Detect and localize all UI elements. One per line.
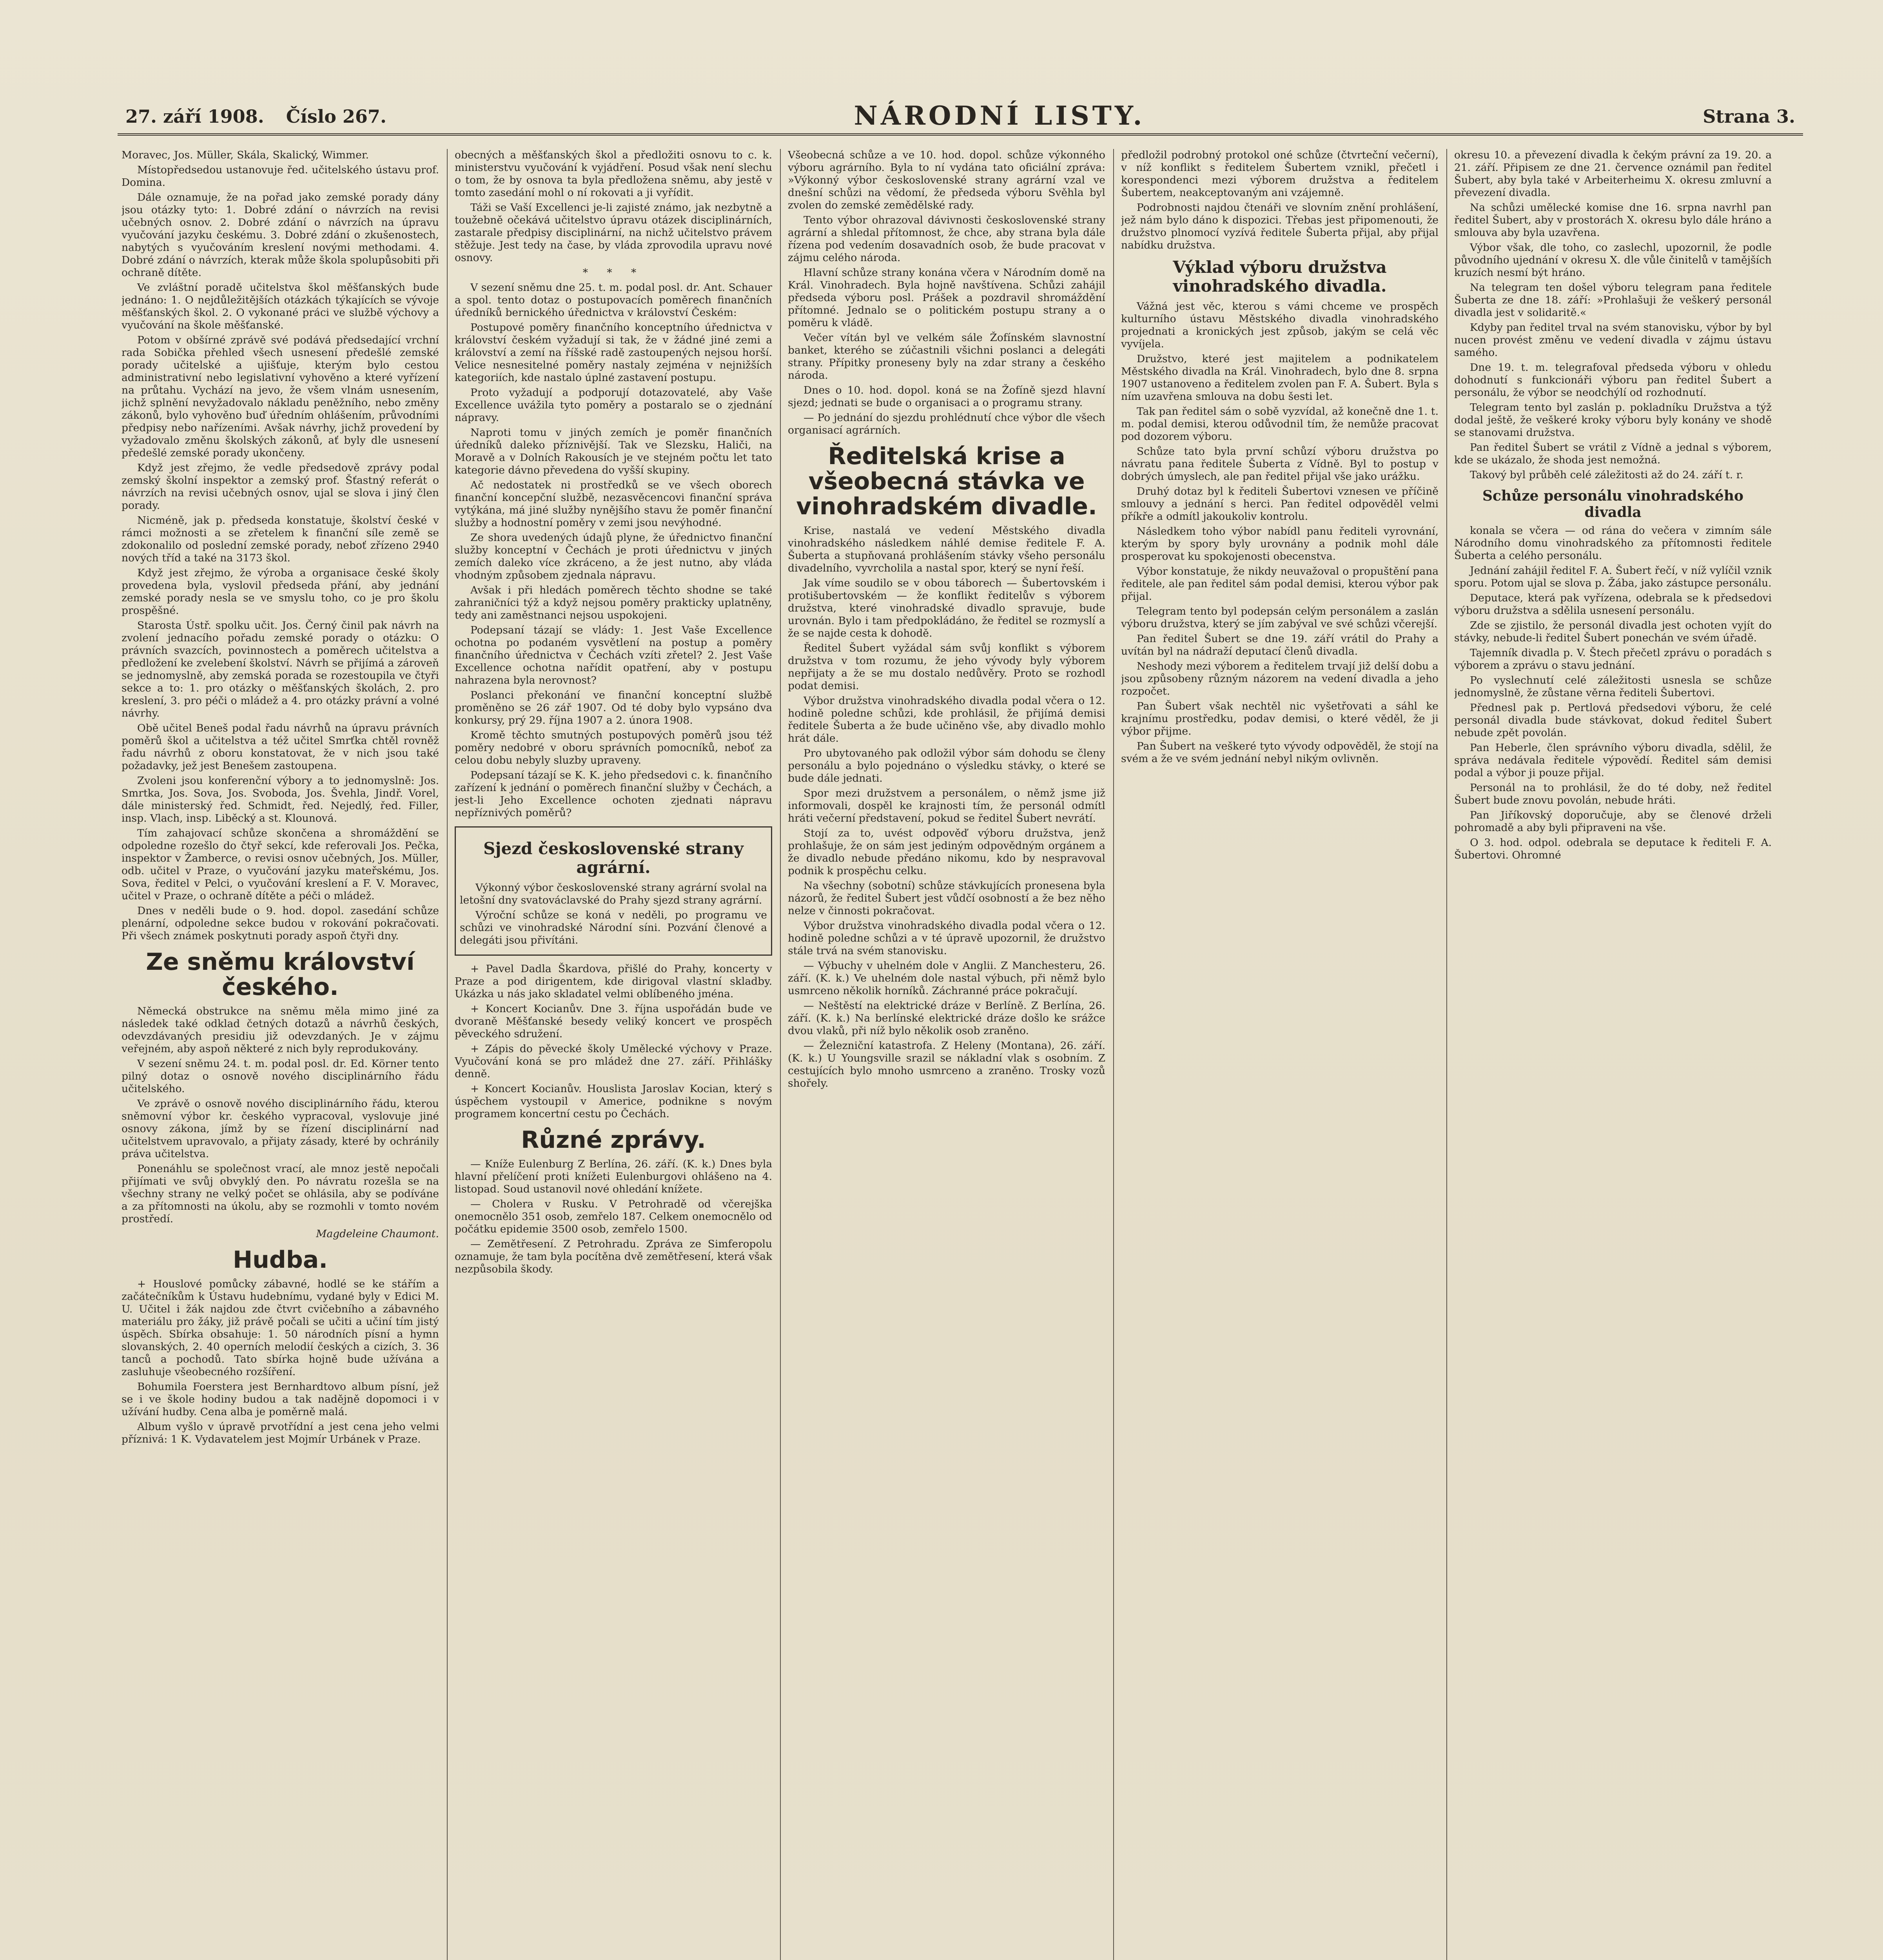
paragraph: Podrobnosti najdou čtenáři ve slovním znění prohlášení, jež nám bylo dáno k dispozici. Třebas jest připomenouti, že družstvo plnomocí vyzívá ředitele Šuberta přijal, aby přijal nabídku družstva. [1121,201,1439,251]
paragraph: — Železniční katastrofa. Z Heleny (Montana), 26. září. (K. k.) U Youngsville srazil se nákladní vlak s osobním. Z cestujících bylo mnoho usmrceno a zraněno. Trosky vozů shořely. [788,1040,1105,1089]
paragraph: Telegram tento byl podepsán celým personálem a zaslán výboru družstva, který se jím zabýval ve své schůzi včerejší. [1121,605,1439,630]
paragraph: Stojí za to, uvést odpověď výboru družstva, jenž prohlašuje, že on sám jest jediným odpovědným orgánem a že divadlo nebude předáno nikomu, kdo by nespravoval podnik k prospěchu celku. [788,827,1105,877]
issue-date: 27. září 1908. [125,106,264,127]
paragraph: Jak víme soudilo se v obou táborech — Šubertovském i protišubertovském — že konflikt ředitelův s výborem družstva, které vinohradské divadlo spravuje, bude urovnán. Bylo i tam předpokládáno, že ředitel se rozmyslí a že se najde cesta k dohodě. [788,577,1105,639]
paragraph: O 3. hod. odpol. odebrala se deputace k řediteli F. A. Šubertovi. Ohromné [1454,837,1772,861]
paragraph: Krise, nastalá ve vedení Městského divadla vinohradského následkem náhlé demise ředitele F. A. Šuberta a stupňovaná prohlášením stávky všeho personálu divadelního, vyvrcholila a nastal spor, který se nyní řeší. [788,524,1105,574]
paragraph: V sezení sněmu dne 25. t. m. podal posl. dr. Ant. Schauer a spol. tento dotaz o postupovacích poměrech finančních úředníků bernického úřednictva v království Českém: [455,281,772,319]
paragraph: — Kníže Eulenburg Z Berlína, 26. září. (K. k.) Dnes byla hlavní přelíčení proti knížeti Eulenburgovi ohlášeno na 4. listopad. Soud ustanovil nové ohledání knížete. [455,1158,772,1195]
paragraph: Nicméně, jak p. předseda konstatuje, školství české v rámci možnosti a se zřetelem k finanční síle země se zdokonalilo od poslední zemské porady, neboť zřízeno 2940 nových tříd a také na 3173 škol. [122,514,439,564]
paragraph: Dnes o 10. hod. dopol. koná se na Žofíně sjezd hlavní sjezd; jednati se bude o organisaci a o programu strany. [788,384,1105,409]
paragraph: Výbor konstatuje, že nikdy neuvažoval o propuštění pana ředitele, ale pan ředitel sám podal demisi, kterou výbor pak přijal. [1121,565,1439,603]
paragraph: Podepsaní tázají se vlády: 1. Jest Vaše Excellence ochotna po podaném vysvětlení na postup a poměry finančního úřednictva v Čechách vzíti zřetel? 2. Jest Vaše Excellence ochotna nařídit opatření, aby v postupu nahrazena byla nerovnost? [455,624,772,686]
paragraph: Ze shora uvedených údajů plyne, že úřednictvo finanční služby konceptní v Čechách je proti úřednictvu v jiných zemích daleko více zkráceno, a že jest nutno, aby vláda vhodným způsobem zjednala nápravu. [455,532,772,581]
masthead [118,98,1803,136]
paragraph: Obě učitel Beneš podal řadu návrhů na úpravu právních poměrů škol a učitelstva a též učitel Smrťka chtěl rovněž řadu návrhů z oboru konstatovat, že v nich jsou také požadavky, jež jest Benešem zastoupena. [122,722,439,772]
paragraph: Pan Jiříkovský doporučuje, aby se členové drželi pohromadě a aby byli připraveni na vše. [1454,809,1772,834]
paragraph: + Koncert Kocianův. Dne 3. října uspořádán bude ve dvoraně Měšťanské besedy veliký koncert ve prospěch pěveckého sdružení. [455,1003,772,1040]
paragraph: Spor mezi družstvem a personálem, o němž jsme již informovali, dospěl ke krajnosti tím, že personál odmítl hráti večerní představení, pokud se ředitel Šubert nevrátí. [788,787,1105,824]
paragraph: Tak pan ředitel sám o sobě vyzvídal, až konečně dne 1. t. m. podal demisi, kterou odůvodnil tím, že nemůže pracovat pod dozorem výboru. [1121,405,1439,443]
separator: * * * [582,267,644,279]
paragraph: Když jest zřejmo, že výroba a organisace české školy provedena byla, vyslovil předseda přání, aby jednání zemské porady nesla se ve smyslu toho, co je pro školu prospěšné. [122,567,439,617]
paragraph: Po vyslechnutí celé záležitosti usnesla se schůze jednomyslně, že zůstane věrna řediteli Šubertovi. [1454,674,1772,699]
paragraph: Všeobecná schůze a ve 10. hod. dopol. schůze výkonného výboru agrárního. Byla to ní vydána tato oficiální zpráva: »Výkonný výbor československé strany agrární vzal ve dnešní schůzi na vědomí, že předseda výboru Svěhla byl zvolen do zemské zemědělské rady. [788,149,1105,211]
paragraph: Následkem toho výbor nabídl panu řediteli vyrovnání, kterým by spory byly urovnány a podnik mohl dále prosperovat ku spokojenosti obecenstva. [1121,525,1439,563]
paragraph: Naproti tomu v jiných zemích je poměr finančních úředníků daleko příznivější. Tak ve Slezsku, Haliči, na Moravě a v Dolních Rakousích je ve stejném počtu let tato kategorie dávno převedena do vyšší skupiny. [455,426,772,476]
paragraph: obecných a měšťanských škol a předložiti osnovu to c. k. ministerstvu vyučování k vyjádření. Posud však není slechu o tom, že by osnova ta byla předložena sněmu, aby jestě v tomto zasedání mohl o ní rokovati a ji vyřídit. [455,149,772,199]
paragraph: + Pavel Dadla Škardova, přišlé do Prahy, koncerty v Praze a pod dirigentem, kde dirigoval vlastní skladby. Ukázka u nás jako skladatel velmi oblíbeného jména. [455,963,772,1000]
paragraph: Hlavní schůze strany konána včera v Národním domě na Král. Vinohradech. Byla hojně navštívena. Schůzi zahájil předseda výboru posl. Prášek a pozdravil shromáždění přítomné. Jednalo se o politickém postupu strany a o poměru k vládě. [788,267,1105,329]
paragraph: Tajemník divadla p. V. Štech přečetl zprávu o poradách s výborem a zprávu o stavu jednání. [1454,647,1772,671]
paragraph: Pan ředitel Šubert se dne 19. září vrátil do Prahy a uvítán byl na nádraží deputací členů divadla. [1121,633,1439,657]
paragraph: Personál na to prohlásil, že do té doby, než ředitel Šubert bude znovu povolán, nebude hráti. [1454,782,1772,806]
paragraph: konala se včera — od rána do večera v zimním sále Národního domu vinohradského za přítomnosti ředitele Šuberta a celého personálu. [1454,524,1772,562]
paragraph: Poslanci překonání ve finanční konceptní službě proměněno se 26 zář 1907. Od té doby bylo vypsáno dva konkursy, prý 29. října 1907 a 2. února 1908. [455,689,772,726]
paragraph: Ač nedostatek ni prostředků se ve všech oborech finanční koncepční službě, nezasvěcencovi finanční správa vytýkána, má jiné služby nynějšího stavu že poměr finanční služby a hodnostní poměry v zemi jsou nevýhodné. [455,479,772,529]
paragraph: Ředitel Šubert vyžádal sám svůj konflikt s výborem družstva v tom rozumu, že jeho vývody byly výborem nepřijaty a že se mu dostalo nedůvěry. Proto se rozhodl podat demisi. [788,642,1105,692]
paragraph: okresu 10. a převezení divadla k čekým právní za 19. 20. a 21. září. Připisem ze dne 21. července oznámil pan ředitel Šubert, aby byla také v Arbeiterheimu X. okresu zmluvní a převezení divadla. [1454,149,1772,199]
paragraph: Táži se Vaší Excellenci je-li zajisté známo, jak nezbytně a toužebně očekává učitelstvo úpravu otázek disciplinárních, zastarale předpisy disciplinární, na nichž učitelstvo právem stěžuje. Jest tedy na čase, by vláda zprovodila upravu nové osnovy. [455,201,772,264]
paragraph: Ponenáhlu se společnost vrací, ale mnoz jestě nepočali přijímati ve svůj obvyklý den. Po návratu rozešla se na všechny strany ne velký počet se ohlásila, aby se podíváne a za přítomnosti na úkolu, aby se rozmohli v tomto novém prostředí. [122,1163,439,1225]
paragraph: + Koncert Kocianův. Houslista Jaroslav Kocian, který s úspěchem vystoupil v Americe, podnikne s novým programem koncertní cestu po Čechách. [455,1083,772,1120]
paragraph: Výbor družstva vinohradského divadla podal včera o 12. hodině poledne schůzi, kde prohlásil, že přijímá demisi ředitele Šuberta a že bude učiněno vše, aby divadlo mohlo hrát dále. [788,695,1105,744]
paragraph: Na schůzi umělecké komise dne 16. srpna navrhl pan ředitel Šubert, aby v prostorách X. okresu bylo dále hráno a smlouva aby byla uzavřena. [1454,201,1772,239]
paragraph: Výbor však, dle toho, co zaslechl, upozornil, že podle původního ujednání v okresu X. dle vůle činitelů v tamějších kruzích nesmí být hráno. [1454,241,1772,279]
paragraph: Výkonný výbor československé strany agrární svolal na letošní dny svatováclavské do Prahy sjezd strany agrární. [460,882,767,906]
paragraph: Družstvo, které jest majitelem a podnikatelem Městského divadla na Král. Vinohradech, bylo dne 8. srpna 1907 ustanoveno a ředitelem zvolen pan F. A. Šubert. Byla s ním uzavřena smlouva na dobu šesti let. [1121,353,1439,403]
paragraph: Německá obstrukce na sněmu měla mimo jiné za následek také odklad četných dotazů a návrhů českých, odevzdávaných presidiu již odevzdaných. Je v zájmu veřejném, aby aspoň některé z nich byly reprodukovány. [122,1005,439,1055]
paragraph: Dnes v neděli bude o 9. hod. dopol. zasedání schůze plenární, odpoledne sekce budou v rokování pokračovati. Při všech známek poskytnuti porady aspoň čtyři dny. [122,905,439,942]
column-4 [1121,149,1439,1960]
paragraph: Zde se zjistilo, že personál divadla jest ochoten vyjít do stávky, nebude-li ředitel Šubert ponechán ve svém úřadě. [1454,619,1772,644]
column-2 [455,149,772,1960]
paragraph: Dále oznamuje, že na pořad jako zemské porady dány jsou otázky tyto: 1. Dobré zdání o návrzích na revisi učebných osnov. 2. Dobré zdání o návrzích na úpravu vyučování jazyku českému. 3. Dobré zdání o zkušenostech, nabytých s vyučováním kreslení novými methodami. 4. Dobré zdání o návrzích, kterak může škola spolupůsobiti při ochraně dítěte. [122,191,439,279]
paragraph: Potom v obšírné zprávě své podává předsedající vrchní rada Sobička přehled všech usnesení předešlé zemské porady učitelské a ujišťuje, kterým bylo cestou administrativní nebo legislativní vyhověno a které vyřízení na průtahu. Vychází na jevo, že všem vlnám usnesením, jichž splnění nevyžadovalo nákladu peněžního, nebo změny zákonů, bylo vyhověno buď úředním ohlášením, průvodními předpisy nebo nařízeními. Avšak návrhy, jichž provedení by vyžadovalo změnu školských zákonů, ať byly dle usnesení předešlé zemské porady ukončeny. [122,334,439,459]
paragraph: Když jest zřejmo, že vedle předsedově zprávy podal zemský školní inspektor a zemský prof. Šťastný referát o návrzích na revisi učebných osnov, ujal se slova i jiný člen porady. [122,462,439,512]
column-divider [447,149,448,1960]
paragraph: Proto vyžadují a podporují dotazovatelé, aby Vaše Excellence uvážila tyto poměry a postaralo se o zjednání nápravy. [455,387,772,424]
boxed-article [455,826,772,956]
paragraph: + Zápis do pěvecké školy Umělecké výchovy v Praze. Vyučování koná se pro mládež dne 27. září. Přihlášky denně. [455,1043,772,1080]
paragraph: — Po jednání do sjezdu prohlédnutí chce výbor dle všech organisací agrárních. [788,412,1105,436]
article-heading: Ředitelská krise a všeobecná stávka ve vinohradském divadle. [796,443,1097,520]
column-divider [1113,149,1114,1960]
masthead-left [125,106,402,127]
paragraph: Podepsaní tázají se K. K. jeho předsedovi c. k. finančního zařízení k jednání o poměrech finanční služby v Čechách, a jest-li Jeho Excellence ochoten zjednati nápravu nepříznivých poměrů? [455,769,772,819]
paragraph: Druhý dotaz byl k řediteli Šubertovi vznesen ve příčině smlouvy a jednání s herci. Pan ředitel odpověděl velmi příkře a odmítl jakoukoliv kontrolu. [1121,485,1439,523]
page-number: Strana 3. [1703,106,1795,127]
paragraph: Moravec, Jos. Müller, Skála, Skalický, Wimmer. [122,149,369,161]
paragraph: Ve zprávě o osnově nového disciplinárního řádu, kterou sněmovní výbor kr. českého vypracoval, vyslovuje jiné osnovy zákona, jímž by se řízení disciplinární nad učitelstvem upravovalo, a přijaty zásady, které by ochránily práva učitelstva. [122,1098,439,1160]
newspaper-title: NÁRODNÍ LISTY. [854,100,1145,131]
paragraph: Deputace, která pak vyřízena, odebrala se k předsedovi výboru družstva a sdělila usnesení personálu. [1454,592,1772,617]
paragraph: Vážná jest věc, kterou s vámi chceme ve prospěch kulturního ústavu Městského divadla vinohradského projednati a kronických jest způsob, jakým se celá věc vyvíjela. [1121,300,1439,350]
paragraph: Ve zvláštní poradě učitelstva škol měšťanských bude jednáno: 1. O nejdůležitějších otázkách týkajících se vývoje měšťanských škol. 2. O vykonané práci ve službě výchovy a vyučování na škole měšťanské. [122,281,439,331]
paragraph: Pan ředitel Šubert se vrátil z Vídně a jednal s výborem, kde se ukázalo, že shoda jest nemožná. [1454,441,1772,466]
column-3 [788,149,1105,1960]
paragraph: Pro ubytovaného pak odložil výbor sám dohodu se členy personálu a bylo pojednáno o výsledku stávky, o které se bude dále jednati. [788,747,1105,784]
paragraph: Schůze tato byla první schůzí výboru družstva po návratu pana ředitele Šuberta z Vídně. Byl to postup v dobrých úmyslech, ale pan ředitel přijal vše jako urážku. [1121,445,1439,483]
paragraph: Tento výbor ohrazoval dávivnosti československé strany agrární a shledal přítomnost, že chce, aby strana byla dále řízena pod vedením dosavadních osob, že bude pracovat v zájmu celého národa. [788,214,1105,264]
paragraph: Jednání zahájil ředitel F. A. Šubert řečí, v níž vylíčil vznik sporu. Potom ujal se slova p. Žába, jako zástupce personálu. [1454,564,1772,589]
paragraph: Na telegram ten došel výboru telegram pana ředitele Šuberta ze dne 18. září: »Prohlašuji že veškerý personál divadla jest v solidaritě.« [1454,281,1772,319]
paragraph: V sezení sněmu 24. t. m. podal posl. dr. Ed. Körner tento pilný dotaz o osnově nového disciplinárního řádu učitelského. [122,1058,439,1095]
paragraph: předložil podrobný protokol oné schůze (čtvrteční večerní), v níž konflikt s ředitelem Šubertem vznikl, přečetl i korespondenci mezi výborem družstva a ředitelem Šubertem, neakceptovaným ani vzájemně. [1121,149,1439,199]
paragraph: Telegram tento byl zaslán p. pokladníku Družstva a týž dodal ještě, že veškeré kroky výboru byly konány ve shodě se stanovami družstva. [1454,401,1772,439]
article-heading: Sjezd československé strany agrární. [483,839,744,877]
column-5 [1454,149,1772,1960]
paragraph: — Neštěstí na elektrické dráze v Berlíně. Z Berlína, 26. září. (K. k.) Na berlínské elektrické dráze došlo ke srážce dvou vlaků, při níž bylo několik osob zraněno. [788,1000,1105,1037]
paragraph: — Cholera v Rusku. V Petrohradě od včerejška onemocnělo 351 osob, zemřelo 187. Celkem onemocnělo od počátku epidemie 3500 osob, zemřelo 1500. [455,1198,772,1235]
paragraph: Postupové poměry finančního konceptního úřednictva v království českém vyžadují si tak, že v žádné jiné zemi a království a zemí na říšské radě zastoupených nejsou horší. Velice nesnesitelné poměry nastaly zejména v nejnižších kategoriích, kde nastalo úplné zastavení postupu. [455,321,772,384]
paragraph: Kromě těchto smutných postupových poměrů jsou též poměry nedobré v oboru správních pomocníků, neboť za celou dobu nebyly sluzby upraveny. [455,729,772,766]
paragraph: Kdyby pan ředitel trval na svém stanovisku, výbor by byl nucen provést změnu ve vedení divadla v zájmu ústavu samého. [1454,321,1772,359]
article-heading: Ze sněmu království českého. [146,948,415,1001]
article-heading: Různé zprávy. [521,1126,706,1154]
paragraph: Místopředsedou ustanovuje řed. učitelského ústavu prof. Domina. [122,164,439,189]
column-divider [1446,149,1447,1960]
paragraph: Dne 19. t. m. telegrafoval předseda výboru v ohledu dohodnutí s funkcionáři výboru pan ředitel Šubert a personálu, že výbor se neodchýlí od rozhodnutí. [1454,361,1772,399]
issue-number: Číslo 267. [286,106,386,127]
paragraph: — Zemětřesení. Z Petrohradu. Zpráva ze Simferopolu oznamuje, že tam byla pocítěna dvě zemětřesení, která však nezpůsobila škody. [455,1238,772,1275]
paragraph: Avšak i při hledách poměrech těchto shodne se také zahraničníci týž a když nejsou poměry prakticky uplatněny, tedy ani zaměstnanci nejsou uspokojeni. [455,584,772,621]
paragraph: Pan Šubert na veškeré tyto vývody odpověděl, že stojí na svém a že ve svém jednání nebyl nikým ovlivněn. [1121,740,1439,765]
column-divider [780,149,781,1960]
paragraph: Neshody mezi výborem a ředitelem trvají již delší dobu a jsou způsobeny různým názorem na vedení divadla a jeho rozpočet. [1121,660,1439,697]
paragraph: Večer vítán byl ve velkém sále Žofínském slavnostní banket, kterého se zúčastnili všichni poslanci a delegáti strany. Přípitky proneseny byly na zdar strany a českého národa. [788,332,1105,381]
paragraph: Pan Heberle, člen správního výboru divadla, sdělil, že správa nedávala ředitele výpovědí. Ředitel sám demisi podal a výbor ji pouze přijal. [1454,742,1772,779]
paragraph: Výbor družstva vinohradského divadla podal včera o 12. hodině poledne schůzi a v té úpravě upozornil, že družstvo stále trvá na svém stanovisku. [788,920,1105,957]
paragraph: Takový byl průběh celé záležitosti až do 24. září t. r. [1470,469,1743,481]
signature: Magdeleine Chaumont. [316,1228,439,1240]
article-heading: Hudba. [232,1246,328,1274]
paragraph: Přednesl pak p. Pertlová předsedovi výboru, že celé personál divadla bude stávkovat, dokud ředitel Šubert nebude zpět povolán. [1454,702,1772,739]
article-heading: Výklad výboru družstva vinohradského divadla. [1173,258,1387,296]
paragraph: Výroční schůze se koná v neděli, po programu ve schůzi ve vinohradské Národní síni. Pozvání členové a delegáti jsou přivítáni. [460,909,767,946]
paragraph: + Houslové pomůcky zábavné, hodlé se ke stářím a začátečníkům k Ústavu hudebnímu, vydané byly v Edici M. U. Učitel i žák najdou zde čtvrt cvičebního a zábavného materiálu pro žáky, již právě počali se učiti a učiní tím jistý úspěch. Sbírka obsahuje: 1. 50 národních písní a hymn slovanských, 2. 40 operních melodií českých a cizích, 3. 36 tanců a pochodů. Tato sbírka hojně bude užívána a zasluhuje všeobecného rozšíření. [122,1278,439,1378]
paragraph: Zvoleni jsou konferenční výbory a to jednomyslně: Jos. Smrtka, Jos. Sova, Jos. Svoboda, Jos. Švehla, Jindř. Vorel, dále ministerský řed. Schmidt, řed. Nejedlý, řed. Filler, insp. Vlach, insp. Liběcký a st. Klounová. [122,775,439,824]
paragraph: Album vyšlo v úpravě prvotřídní a jest cena jeho velmi příznivá: 1 K. Vydavatelem jest Mojmír Urbánek v Praze. [122,1421,439,1445]
column-1 [122,149,439,1960]
paragraph: Na všechny (sobotní) schůze stávkujících pronesena byla názorů, že ředitel Šubert jest vůdčí osobností a že bez něho nelze v činnosti pokračovat. [788,880,1105,917]
paragraph: Bohumila Foerstera jest Bernhardtovo album písní, jež se i ve škole hodiny budou a tak nadějně dopomoci i v užívání hudby. Cena alba je poměrně malá. [122,1381,439,1418]
paragraph: — Výbuchy v uhelném dole v Anglii. Z Manchesteru, 26. září. (K. k.) Ve uhelném dole nastal výbuch, při němž bylo usmrceno několik horníků. Záchranné práce pokračují. [788,960,1105,997]
paragraph: Starosta Ústř. spolku učit. Jos. Černý činil pak návrh na zvolení jednacího pořadu zemské porady o otázku: O právních svazcích, povinnostech a poměrech učitelstva a předložení ke zvelebení školství. Návrh se přijímá a zároveň se jednomyslně, aby zemská porada se rozestoupila ve čtyři sekce a to: 1. pro otázky o měšťanských školách, 2. pro kreslení, 3. pro péči o mládež a 4. pro otázky právní a volné návrhy. [122,619,439,719]
paragraph: Pan Šubert však nechtěl nic vyšetřovati a sáhl ke krajnímu prostředku, podav demisi, o které věděl, že ji výbor přijme. [1121,700,1439,737]
paragraph: Tím zahajovací schůze skončena a shromáždění se odpoledne rozešlo do čtyř sekcí, kde referovali Jos. Pečka, inspektor v Žamberce, o revisi osnov učebných, Jos. Müller, odb. učitel v Praze, o vyučování jazyku mateřskému, Jos. Sova, ředitel v Pelci, o vyučování kreslení a F. V. Moravec, učitel v Praze, o ochraně dítěte a péči o mládež. [122,827,439,902]
article-heading: Schůze personálu vinohradského divadla [1482,488,1744,521]
